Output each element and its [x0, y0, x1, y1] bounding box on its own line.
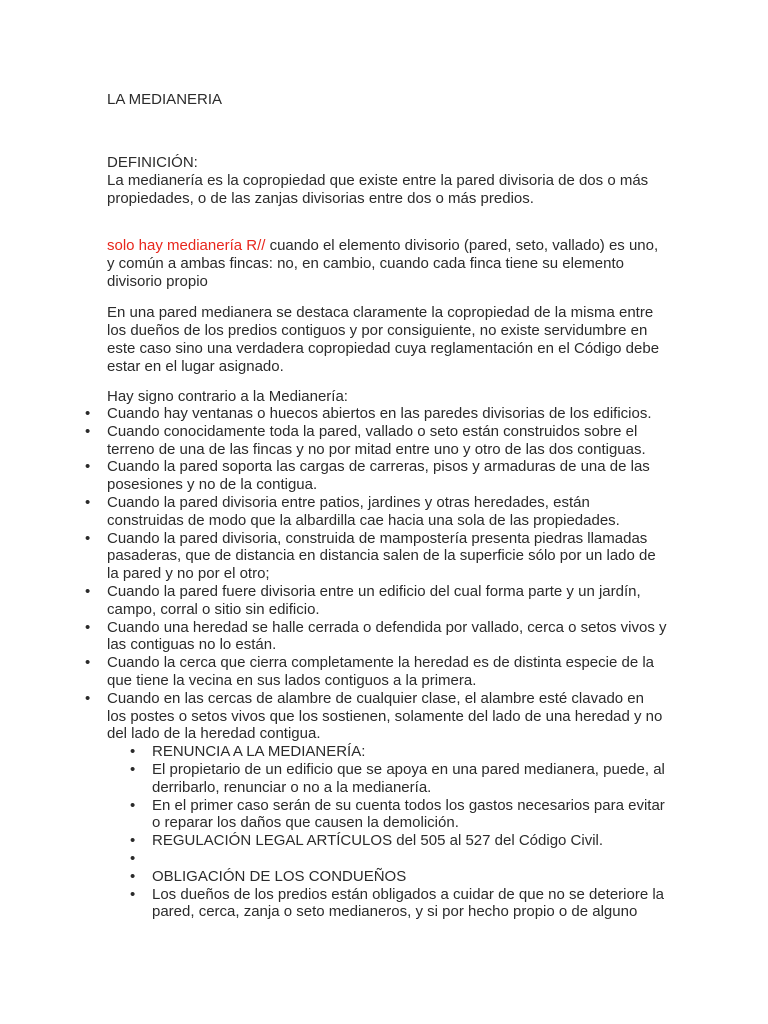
list-item: • Cuando una heredad se halle cerrada o defendida por vallado, cerca o setos vivos y las contiguas no lo están.	[107, 619, 667, 655]
sub-list-item: • Los dueños de los predios están obligados a cuidar de que no se deteriore la pared, cerca, zanja o seto medianeros, y si por hecho propio o de alguno	[152, 886, 667, 922]
sub-list-item: • REGULACIÓN LEGAL ARTÍCULOS del 505 al 527 del Código Civil.	[152, 832, 667, 850]
sub-list-item: • OBLIGACIÓN DE LOS CONDUEÑOS	[152, 868, 667, 886]
list-item	[107, 690, 667, 921]
signo-list	[107, 405, 667, 921]
solo-highlight: solo hay medianería R//	[107, 237, 266, 254]
list-item: • Cuando conocidamente toda la pared, vallado o seto están construidos sobre el terreno de una de las fincas y no por mitad entre uno y otro de las dos contiguas.	[107, 423, 667, 459]
signo-heading: Hay signo contrario a la Medianería:	[107, 388, 348, 405]
sub-list	[107, 743, 667, 921]
page-title: LA MEDIANERIA	[107, 91, 223, 108]
list-item: • Cuando hay ventanas o huecos abiertos en las paredes divisorias de los edificios.	[107, 405, 667, 423]
sub-list-item-empty	[152, 850, 667, 868]
sub-list-item: • RENUNCIA A LA MEDIANERÍA:	[152, 743, 667, 761]
copropiedad-paragraph: En una pared medianera se destaca claramente la copropiedad de la misma entre los dueños de los predios contiguos y por consiguiente, no existe servidumbre en este caso sino una verdadera copropiedad cuya reglamentación en el Código debe estar en el lugar asignado.	[107, 304, 660, 375]
list-item: • Cuando la pared fuere divisoria entre un edificio del cual forma parte y un jardín, campo, corral o sitio sin edificio.	[107, 583, 667, 619]
solo-paragraph	[107, 237, 667, 291]
list-item-text: Cuando en las cercas de alambre de cualquier clase, el alambre esté clavado en los postes o setos vivos que los sostienen, solamente del lado de una heredad y no del lado de la heredad contigua.	[107, 689, 663, 743]
sub-list-item: • El propietario de un edificio que se apoya en una pared medianera, puede, al derribarlo, renunciar o no a la medianería.	[152, 761, 667, 797]
sub-list-item: • En el primer caso serán de su cuenta todos los gastos necesarios para evitar o reparar los daños que causen la demolición.	[152, 797, 667, 833]
definition-section	[107, 154, 667, 208]
solo-text: cuando el elemento divisorio (pared, seto, vallado) es uno, y común a ambas fincas: no, en cambio, cuando cada finca tiene su elemento divisorio propio	[107, 237, 659, 290]
list-item: • Cuando la pared divisoria entre patios, jardines y otras heredades, están construidas de modo que la albardilla cae hacia una sola de las propiedades.	[107, 494, 667, 530]
list-item: • Cuando la cerca que cierra completamente la heredad es de distinta especie de la que tiene la vecina en sus lados contiguos a la primera.	[107, 654, 667, 690]
definition-heading: DEFINICIÓN:	[107, 154, 198, 171]
definition-text: La medianería es la copropiedad que existe entre la pared divisoria de dos o más propiedades, o de las zanjas divisorias entre dos o más predios.	[107, 172, 649, 207]
list-item: • Cuando la pared divisoria, construida de mampostería presenta piedras llamadas pasaderas, que de distancia en distancia salen de la superficie sólo por un lado de la pared y no por el otro;	[107, 530, 667, 583]
list-item: • Cuando la pared soporta las cargas de carreras, pisos y armaduras de una de las posesiones y no de la contigua.	[107, 458, 667, 494]
